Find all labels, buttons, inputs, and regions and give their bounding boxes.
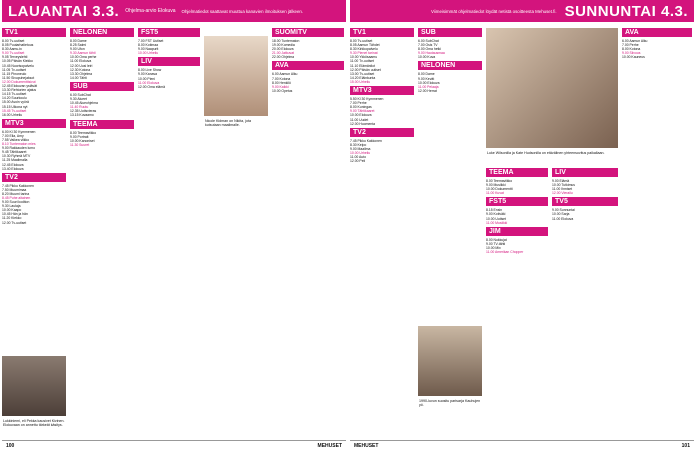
program-item: 11.00 Elokuva [138, 80, 160, 85]
program-item: 12.00 Oma elämä [138, 84, 165, 89]
program-item: 9.00 Musiikki [486, 183, 506, 188]
channel-header-tv5: TV5 [552, 197, 618, 206]
left-page-number: 100 [6, 442, 15, 449]
program-item: 9.00 Maailma [350, 146, 371, 151]
program-item: 8.00 Kotona [622, 47, 641, 52]
program-item: 15.00 Avoin vyörä [2, 100, 29, 105]
channel-header-nelonen: NELONEN [70, 28, 134, 37]
right-col-5 [622, 26, 692, 438]
program-item: 11.00 Auto [350, 155, 366, 160]
left-day-title: LAUANTAI 3.3. [8, 2, 120, 20]
program-item: 10.00 Kanoniset [70, 138, 95, 143]
right-magazine-name: MEHUSET [354, 442, 379, 449]
channel-header-fst5: FST5 [138, 28, 200, 37]
program-item: 10.00 Kaapo [2, 208, 22, 213]
channel-header-liv: LIV [552, 168, 618, 177]
program-item: 14.20 Suurkoulu [2, 96, 27, 101]
right-photo-couple [486, 28, 618, 148]
right-columns [350, 26, 694, 438]
channel-header-liv: LIV [138, 57, 200, 66]
program-item: 8.00 Dame [418, 72, 435, 77]
program-item: 9.00 Suuri koditon [2, 200, 30, 205]
program-item: 10.00 Sarja [552, 212, 570, 217]
channel-header-tv2: TV2 [2, 173, 66, 182]
program-item: 6.00 Kl 30 Kymmenen [2, 129, 36, 134]
program-item: 11.40 Ruutu [70, 105, 89, 110]
program-item: 12.00 Päivän uutiset [350, 67, 381, 72]
channel-header-teema: TEEMA [70, 120, 134, 129]
program-item: 12.00 Tv-uutiset [2, 220, 27, 225]
program-item: 9.45 Tähtikaaret [2, 150, 27, 155]
program-item: 10.45 Alueohjelma [70, 101, 98, 106]
program-item: 9.00 Elämä [552, 179, 570, 183]
right-day-title: SUNNUNTAI 4.3. [564, 2, 688, 20]
program-item: 5.50 Kl 30 Kymmenen [350, 97, 384, 102]
program-item: 7.45 Pikku Kakkonen [350, 138, 382, 143]
program-item: 9.00 Hautausmaa [418, 51, 445, 56]
left-page [2, 0, 346, 450]
program-item: 9.30 Aamun tähti [70, 51, 96, 56]
program-item: 16.00 Urheilu [2, 112, 23, 117]
channel-header-tv1: TV1 [350, 28, 414, 37]
program-item: 7.00 Ella, Amy [2, 133, 24, 138]
program-item: 15.45 Tv-uutiset [2, 108, 27, 113]
program-item: 10.00 Tutkimus [552, 183, 575, 188]
channel-header-sub: SUB [418, 28, 482, 37]
program-item: 13.30 Ohjelma [70, 71, 93, 76]
program-item: 14.20 Eläinkunta [350, 75, 376, 80]
program-item: 12.00 Peli [350, 159, 366, 164]
program-item: 10.00 Elokuva [350, 113, 372, 118]
right-col-3 [486, 166, 548, 438]
program-item: 6.00 SubChat [70, 92, 91, 97]
program-item: 11.25 Maailmalla [2, 158, 28, 163]
program-item: 8.00 Live Show [138, 68, 162, 73]
program-item: 9.00 Naapurit [138, 47, 159, 52]
program-item: 19.00 Komedia [272, 43, 295, 48]
program-item: 11.30 Suuret [70, 142, 90, 147]
program-item: 8.00 Nukkujat [486, 237, 507, 242]
program-item: 12.00 Vierailu [552, 191, 573, 196]
right-intro: Viimeisimmät ohjelmatiedot löydät netistä osoitteesta Mehuset.fi. [430, 8, 557, 14]
program-item: 8.15 Ensin [486, 208, 503, 213]
program-item: 11.00 Elokuva [70, 59, 92, 64]
left-col-2 [70, 26, 134, 438]
program-item: 13.15 Kuvaamo [70, 113, 94, 118]
left-col-3 [138, 26, 200, 438]
program-item: 7.00 Kotona [272, 76, 291, 81]
channel-header-fst5: FST5 [486, 197, 548, 206]
program-item: 8.00 Henkilö [272, 80, 291, 85]
program-item: 7.00 Perhe [350, 101, 367, 106]
program-item: 6.00 Aamun Alku [622, 39, 648, 43]
program-item: 11.05 Tv-uutiset [2, 67, 26, 72]
right-col-1 [350, 26, 414, 438]
program-item: 15.00 Urheilu [350, 79, 371, 84]
program-item: 18.00 Tuntematon [272, 39, 300, 43]
program-item: 9.00 Sunnuntai [552, 208, 575, 213]
right-col-4 [552, 166, 618, 438]
program-item: 9.30 Laulaja [2, 204, 21, 209]
program-item: 10.00 Urheilu [350, 150, 371, 155]
program-item: 10.00 Dokumentti [486, 187, 513, 192]
program-item: 10.00 Urheilu [138, 51, 159, 56]
program-item: 10.00 Kauneus [622, 55, 645, 60]
program-item: 10.00 Opetus [272, 88, 293, 93]
program-item: 22.00 Ohjelma [272, 55, 295, 60]
program-item: 10.45 Nuorisopalvelu [2, 63, 34, 68]
left-day-banner [2, 0, 346, 22]
program-item: 7.55 Vaikea viikko [2, 137, 30, 142]
program-item: 9.00 Rakkauden lumo [2, 146, 35, 151]
channel-header-tv2: TV2 [350, 128, 414, 137]
program-item: 7.00 Perhe [622, 43, 639, 48]
program-item: 11.00 Amerikan Chopper [486, 250, 524, 255]
program-item: 12.00 Huomenta [350, 121, 376, 126]
program-item: 9.00 Tähtikaaret [350, 109, 375, 114]
program-item: 14.15 Tv-uutiset [2, 92, 27, 97]
program-item: 15.15 Ulkona nyt [2, 104, 28, 109]
left-magazine-name: MEHUSET [317, 442, 342, 449]
program-item: 10.00 Uutiset [486, 216, 506, 221]
program-item: 6.00 Aamun Alku [272, 72, 298, 77]
right-footer [350, 440, 694, 450]
program-item: 8.00 Tv-uutiset [350, 39, 373, 43]
program-item: 8.00 Tv-uutiset [2, 39, 25, 43]
program-item: 7.45 Pikku Kakkonen [2, 183, 34, 188]
program-item: 12.45 Elokuvan ystävät [2, 84, 38, 89]
program-item: 10.00 Pieni [138, 76, 155, 81]
program-item: 10.00 Kuva [418, 55, 436, 60]
program-item: 12.00 Herrat [418, 88, 437, 93]
right-day-banner [350, 0, 694, 22]
right-page-number: 101 [681, 442, 690, 449]
program-item: 8.00 Dame [70, 39, 87, 43]
program-item: 12.30 Kotona [70, 67, 91, 72]
program-item: 10.05 Päivän Kiekko [2, 59, 33, 64]
program-item: 8.05 Puutarhatietous [2, 43, 34, 48]
program-item: 21.00 Jatkuvat [272, 51, 295, 56]
program-item: 9.05 Terveyslehti [2, 55, 28, 60]
left-footer [2, 440, 346, 450]
program-item: 13.40 Elokuva [2, 166, 24, 171]
left-columns [2, 26, 346, 438]
channel-header-mtv3: MTV3 [350, 86, 414, 95]
program-item: 7.00 FST Uutiset [138, 39, 164, 43]
left-caption-a: Lukkiniemi, eli Pekka kausivet Kivinen. Elokuvaan on annettu tärkeät käsitys. [2, 418, 68, 429]
program-item: 11.00 Pelaaja [418, 84, 439, 89]
program-item: 10.00 Elokuva [418, 80, 440, 85]
channel-header-ava: AVA [622, 28, 692, 37]
program-item: 8.00 Kotimaa [138, 43, 158, 48]
program-item: 8.30 Kelpo [350, 142, 367, 147]
left-caption-b: Nicole Kidman on Nikita, jota kutsutaan maailmalle. [204, 118, 268, 129]
left-photo-actress [204, 36, 268, 116]
channel-header-ava: AVA [272, 61, 344, 70]
program-item: 11.20 Kiekko [2, 216, 22, 221]
program-item: 9.00 Tv-uutiset [2, 51, 25, 56]
program-item: 9.00 TV-tähti [486, 241, 506, 246]
program-item: 8.10 Tuntematon mies [2, 142, 36, 147]
left-photo-bottom [2, 356, 66, 416]
channel-header-jim: JIM [486, 227, 548, 236]
program-item: 8.00 Oma hetki [418, 47, 441, 52]
channel-header-sub: SUB [70, 82, 134, 91]
right-caption-a: Luke Wilsonilla ja Kate Hudsonilla on etävälinen yhteensovitus paikallaan. [486, 150, 618, 156]
program-item: 9.00 Siivous [622, 51, 641, 56]
program-item: 8.45 Puhe aitainen [2, 196, 31, 200]
program-item: 11.50 Sivupuhejaksot [2, 75, 35, 80]
program-item: 13.30 Rehtorien ajatus [2, 88, 37, 93]
program-item: 9.30 Pienet tarinat [350, 51, 378, 56]
program-item: 10.30 Ryhmä MTV [2, 154, 31, 159]
right-page [350, 0, 694, 450]
program-item: 7.00 Osis TV [418, 43, 438, 48]
right-photo-bottom [418, 326, 482, 396]
program-item: 8.25 Salmi [70, 43, 87, 48]
program-item: 12.45 Elokuva [2, 162, 24, 167]
left-intro: Ohjelmatiedot saattavat muuttua kanavien ilmoituksen jälkeen. [181, 8, 304, 14]
channel-header-nelonen: NELONEN [418, 61, 482, 70]
program-item: 9.30 Alueet [70, 97, 87, 102]
program-item: 9.00 Kaikki [272, 84, 289, 89]
program-item: 12.35 Uutisvieras [70, 109, 97, 114]
channel-header-teema: TEEMA [486, 168, 548, 177]
program-item: 8.05 Aamun Tähdet [350, 43, 380, 48]
program-item: 11.00 Ihmiset [552, 187, 573, 192]
right-caption-b: 1990-luvun suositu parisarja Kauhujen yö. [418, 398, 484, 409]
channel-header-mtv3: MTV3 [2, 119, 66, 128]
program-item: 7.50 Muumimaa [2, 187, 27, 192]
program-item: 8.00 Teemaviikko [486, 179, 513, 183]
program-item: 11.00 Kuvat [486, 191, 504, 196]
channel-header-tv1: TV1 [2, 28, 66, 37]
program-item: 13.00 Tv-uutiset [350, 71, 375, 76]
program-item: 9.00 Kanava [138, 72, 158, 77]
program-item: 8.00 Teemaviikko [70, 130, 97, 135]
program-item: 20.00 Elokuva [272, 47, 294, 52]
program-item: 11.00 Elokuva [552, 216, 574, 221]
program-item: 8.00 Kuningas [350, 105, 372, 110]
program-item: 11.00 Musiikki [486, 220, 508, 225]
program-item: 10.45 Hän ja hän [2, 212, 28, 217]
program-item: 11.10 Elämänilot [350, 63, 376, 68]
program-item: 14.00 Tähti [70, 75, 87, 80]
left-legend: Ohjelma-arvio Elokuva [125, 8, 176, 14]
program-item: 12.00 Uusi leiri [70, 63, 93, 68]
program-item: 11.00 Uudet [350, 117, 369, 122]
program-item: 9.00 Kotiväki [486, 212, 506, 217]
channel-header-suomitv: SUOMITV [272, 28, 344, 37]
program-item: 9.00 Ufon [70, 47, 85, 52]
left-col-4 [272, 26, 344, 438]
program-item: 8.30 Kirkkopalvelu [350, 47, 378, 52]
program-item: 9.00 Portrait [70, 134, 89, 139]
program-item: 8.20 Muumi tarina [2, 191, 30, 196]
program-item: 10.00 Oma perhe [70, 55, 97, 60]
program-item: 10.00 Mix [486, 245, 501, 250]
program-item: 12.00 Dokumenttisivut [2, 79, 36, 84]
program-item: 11.15 Pinoneulo [2, 71, 27, 76]
program-item: 8.30 Aamu-tv [2, 47, 22, 52]
program-item: 6.00 SubChat [418, 39, 439, 43]
program-item: 10.00 Ykkösaamu [350, 55, 378, 60]
program-item: 9.00 Kevät [418, 76, 435, 81]
program-item: 11.00 Tv-uutiset [350, 59, 374, 64]
